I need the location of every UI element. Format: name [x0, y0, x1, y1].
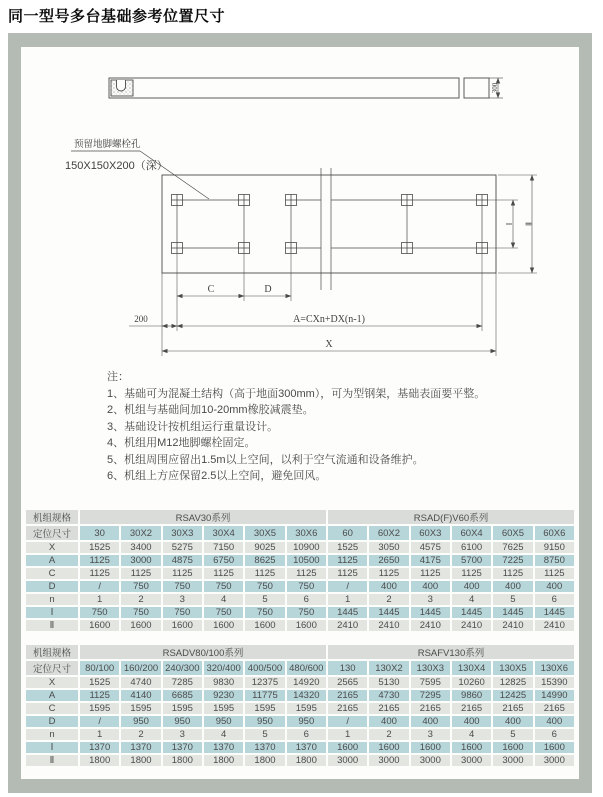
dim-cell: 1125 — [287, 568, 326, 579]
foundation-elevation-bar — [109, 78, 459, 98]
dim-cell: 1595 — [80, 703, 119, 714]
row-label: n — [26, 594, 78, 605]
dim-cell: 4730 — [369, 690, 408, 701]
dim-cell: 9230 — [204, 690, 243, 701]
model-header: 60X6 — [535, 526, 574, 540]
dim-cell: 1 — [80, 729, 119, 740]
dim-cell: 9830 — [204, 677, 243, 688]
table-corner-position-dims: 定位尺寸 — [26, 661, 78, 675]
dim-cell: 1125 — [204, 568, 243, 579]
dim-ii-label: Ⅱ — [523, 221, 534, 227]
dim-cell: 6 — [535, 729, 574, 740]
dim-cell: 1125 — [163, 568, 202, 579]
dim-cell: 750 — [245, 607, 284, 618]
dim-cell: 1370 — [121, 742, 160, 753]
dim-cell: 950 — [245, 716, 284, 727]
row-label: Ⅰ — [26, 742, 78, 753]
dim-cell: 750 — [287, 607, 326, 618]
spec-table-rsav30-rsadv60-wrap — [24, 508, 576, 633]
model-header: 130X5 — [493, 661, 532, 675]
note-item: 5、机组周围应留出1.5m以上空间，以利于空气流通和设备维护。 — [107, 453, 424, 466]
dim-cell: 6 — [287, 729, 326, 740]
dim-cell: 6100 — [452, 542, 491, 553]
dim-cell: 5 — [493, 594, 532, 605]
dim-x-label: X — [325, 339, 333, 350]
table-corner-position-dims: 定位尺寸 — [26, 526, 78, 540]
dim-cell: 1125 — [328, 568, 367, 579]
model-header: 30X3 — [163, 526, 202, 540]
dim-cell: 9025 — [245, 542, 284, 553]
model-header: 160/200 — [121, 661, 160, 675]
dim-cell: 5275 — [163, 542, 202, 553]
dim-cell: 750 — [204, 581, 243, 592]
dim-d-label: D — [264, 284, 272, 295]
dim-cell: 1445 — [535, 607, 574, 618]
model-header: 60X2 — [369, 526, 408, 540]
dim-cell: 4 — [204, 594, 243, 605]
dim-cell: 1600 — [287, 620, 326, 631]
dim-cell: 2410 — [369, 620, 408, 631]
series-header: RSADV80/100系列 — [80, 645, 326, 659]
series-header: RSAV30系列 — [80, 510, 326, 524]
dim-cell: 2 — [121, 594, 160, 605]
dim-cell: 1600 — [328, 742, 367, 753]
dim-300-label: 300 — [491, 82, 499, 94]
dim-cell: 3050 — [369, 542, 408, 553]
dim-cell: 14990 — [535, 690, 574, 701]
dim-cell: 750 — [163, 607, 202, 618]
row-label: C — [26, 568, 78, 579]
dim-cell: 2165 — [411, 703, 450, 714]
anchor-bolt-holes — [172, 195, 488, 254]
dim-cell: 4175 — [411, 555, 450, 566]
dim-cell: 1595 — [245, 703, 284, 714]
dim-cell: 400 — [493, 716, 532, 727]
dim-cell: 7295 — [411, 690, 450, 701]
dim-cell: 5 — [245, 594, 284, 605]
dim-cell: 1 — [80, 594, 119, 605]
notes-heading: 注： — [107, 371, 129, 383]
dim-cell: 1525 — [80, 542, 119, 553]
dim-cell: 2 — [369, 729, 408, 740]
dim-cell: 1600 — [204, 620, 243, 631]
dim-i-label: Ⅰ — [504, 222, 514, 226]
note-item: 3、基础设计按机组运行重量设计。 — [107, 420, 279, 433]
dim-cell: 1370 — [204, 742, 243, 753]
dim-cell: 4 — [452, 594, 491, 605]
dim-cell: 2165 — [493, 703, 532, 714]
table-corner-unit-spec: 机组规格 — [26, 645, 78, 659]
notes-section — [107, 369, 577, 485]
dim-cell: 3000 — [452, 755, 491, 766]
dim-cell: 1595 — [287, 703, 326, 714]
dim-cell: 2165 — [535, 703, 574, 714]
dim-cell: 1600 — [369, 742, 408, 753]
row-label: A — [26, 690, 78, 701]
model-header: 130X4 — [452, 661, 491, 675]
dim-cell: 3400 — [121, 542, 160, 553]
row-label: Ⅱ — [26, 755, 78, 766]
dim-cell: 7225 — [493, 555, 532, 566]
spec-table-rsadv80-rsafv130 — [24, 643, 576, 768]
dim-cell: 1370 — [245, 742, 284, 753]
dim-cell: 3000 — [411, 755, 450, 766]
dim-cell: 2410 — [535, 620, 574, 631]
dim-cell: 1 — [328, 594, 367, 605]
model-header: 60X5 — [493, 526, 532, 540]
dim-cell: 10500 — [287, 555, 326, 566]
note-item: 4、机组用M12地脚螺栓固定。 — [107, 437, 256, 449]
dim-cell: 2165 — [328, 690, 367, 701]
bolt-hole-size-label: 150X150X200（深） — [65, 160, 168, 172]
dim-cell: 1600 — [163, 620, 202, 631]
dim-cell: 1600 — [535, 742, 574, 753]
dim-cell: 2 — [121, 729, 160, 740]
model-header: 30 — [80, 526, 119, 540]
row-label: C — [26, 703, 78, 714]
dim-cell: 14920 — [287, 677, 326, 688]
spec-table-rsav30-rsadv60 — [24, 508, 576, 633]
note-item: 6、机组上方应保留2.5以上空间，避免回风。 — [107, 470, 327, 482]
model-header: 60 — [328, 526, 367, 540]
dim-cell: 2410 — [493, 620, 532, 631]
model-header: 130X3 — [411, 661, 450, 675]
note-item: 1、基础可为混凝土结构（高于地面300mm），可为型钢架，基础表面要平整。 — [107, 387, 486, 400]
dim-cell: 7150 — [204, 542, 243, 553]
model-header: 30X4 — [204, 526, 243, 540]
dim-cell: 3000 — [369, 755, 408, 766]
dim-cell: 950 — [204, 716, 243, 727]
dim-cell: 950 — [121, 716, 160, 727]
drawing-panel — [21, 47, 579, 779]
dim-cell: 4 — [452, 729, 491, 740]
dim-cell: 1125 — [80, 568, 119, 579]
dim-cell: / — [328, 716, 367, 727]
dim-cell: 750 — [80, 607, 119, 618]
dim-cell: 1370 — [163, 742, 202, 753]
dim-cell: 400 — [369, 581, 408, 592]
dim-cell: 400 — [452, 581, 491, 592]
model-header: 130X6 — [535, 661, 574, 675]
dim-cell: 750 — [121, 607, 160, 618]
bolt-connection-lines — [177, 200, 482, 248]
row-label: A — [26, 555, 78, 566]
model-header: 30X2 — [121, 526, 160, 540]
dim-cell: 1600 — [245, 620, 284, 631]
dim-cell: 1125 — [493, 568, 532, 579]
dim-cell: 750 — [204, 607, 243, 618]
dim-cell: 7595 — [411, 677, 450, 688]
foundation-elevation-end — [464, 78, 489, 98]
dim-cell: 1600 — [452, 742, 491, 753]
model-header: 240/300 — [163, 661, 202, 675]
dim-cell: 1445 — [328, 607, 367, 618]
model-header: 130 — [328, 661, 367, 675]
plan-view — [162, 168, 496, 290]
dim-cell: 1125 — [452, 568, 491, 579]
dim-cell: 2165 — [369, 703, 408, 714]
dim-cell: / — [80, 581, 119, 592]
dim-cell: 6750 — [204, 555, 243, 566]
dim-cell: 4 — [204, 729, 243, 740]
dim-cell: 400 — [535, 716, 574, 727]
dim-cell: 1600 — [411, 742, 450, 753]
dim-cell: 1800 — [245, 755, 284, 766]
dim-cell: 2410 — [452, 620, 491, 631]
dim-cell: 4875 — [163, 555, 202, 566]
row-label: X — [26, 677, 78, 688]
dim-cell: / — [328, 581, 367, 592]
model-header: 80/100 — [80, 661, 119, 675]
dim-cell: 15390 — [535, 677, 574, 688]
model-header: 30X6 — [287, 526, 326, 540]
dim-cell: 1 — [328, 729, 367, 740]
dim-cell: 3000 — [535, 755, 574, 766]
dim-cell: 8625 — [245, 555, 284, 566]
dim-cell: 1800 — [287, 755, 326, 766]
model-header: 30X5 — [245, 526, 284, 540]
dim-cell: 1525 — [80, 677, 119, 688]
dim-cell: 1445 — [493, 607, 532, 618]
dim-cell: 1370 — [80, 742, 119, 753]
dim-cell: 1445 — [452, 607, 491, 618]
row-label: Ⅰ — [26, 607, 78, 618]
dim-cell: 1600 — [121, 620, 160, 631]
dim-cell: 1800 — [80, 755, 119, 766]
dim-cell: 1125 — [80, 690, 119, 701]
dim-cell: 1125 — [369, 568, 408, 579]
dim-cell: 2410 — [328, 620, 367, 631]
dim-cell: 2165 — [452, 703, 491, 714]
row-label: X — [26, 542, 78, 553]
dim-cell: 3000 — [121, 555, 160, 566]
dim-cell: 10260 — [452, 677, 491, 688]
row-label: D — [26, 716, 78, 727]
model-header: 320/400 — [204, 661, 243, 675]
model-header: 60X4 — [452, 526, 491, 540]
dim-cell: 6 — [287, 594, 326, 605]
dim-cell: 6 — [535, 594, 574, 605]
bolt-hole-notch — [117, 80, 126, 91]
dim-cell: 1525 — [328, 542, 367, 553]
dim-cell: 1125 — [80, 555, 119, 566]
dim-cell: 6685 — [163, 690, 202, 701]
dim-cell: 7285 — [163, 677, 202, 688]
dim-cell: 3 — [411, 729, 450, 740]
dim-cell: 3000 — [328, 755, 367, 766]
dim-cell: 750 — [245, 581, 284, 592]
dim-cell: 9860 — [452, 690, 491, 701]
dim-cell: 10900 — [287, 542, 326, 553]
dim-cell: 1125 — [535, 568, 574, 579]
dim-cell: 400 — [369, 716, 408, 727]
dim-cell: 400 — [411, 716, 450, 727]
dim-cell: 5 — [493, 729, 532, 740]
dim-cell: 950 — [163, 716, 202, 727]
dim-cell: 2410 — [411, 620, 450, 631]
series-header: RSAD(F)V60系列 — [328, 510, 574, 524]
dim-cell: 3 — [411, 594, 450, 605]
dim-cell: 1125 — [121, 568, 160, 579]
dim-cell: 1370 — [287, 742, 326, 753]
model-header: 400/500 — [245, 661, 284, 675]
dim-cell: 7625 — [493, 542, 532, 553]
dim-cell: 2650 — [369, 555, 408, 566]
dim-cell: 1595 — [204, 703, 243, 714]
dim-c-label: C — [207, 284, 215, 295]
table-corner-unit-spec: 机组规格 — [26, 510, 78, 524]
dim-cell: 1125 — [328, 555, 367, 566]
dim-cell: 4140 — [121, 690, 160, 701]
dim-cell: 8750 — [535, 555, 574, 566]
dim-cell: 12375 — [245, 677, 284, 688]
dim-cell: / — [80, 716, 119, 727]
dim-cell: 1600 — [493, 742, 532, 753]
dim-cell: 3000 — [493, 755, 532, 766]
foundation-diagram — [21, 47, 579, 367]
dim-cell: 2165 — [328, 703, 367, 714]
dim-cell: 1445 — [411, 607, 450, 618]
dim-cell: 750 — [163, 581, 202, 592]
gray-frame — [8, 33, 592, 793]
spec-table-rsadv80-rsafv130-wrap — [24, 643, 576, 768]
dim-cell: 1595 — [121, 703, 160, 714]
dim-cell: 12425 — [493, 690, 532, 701]
dim-cell: 1445 — [369, 607, 408, 618]
model-header: 480/600 — [287, 661, 326, 675]
dim-cell: 2565 — [328, 677, 367, 688]
dim-cell: 400 — [535, 581, 574, 592]
dim-cell: 9150 — [535, 542, 574, 553]
row-label: Ⅱ — [26, 620, 78, 631]
dim-cell: 14320 — [287, 690, 326, 701]
dim-cell: 5130 — [369, 677, 408, 688]
dim-cell: 3 — [163, 729, 202, 740]
bolt-hole-callout-label: 预留地脚螺栓孔 — [74, 139, 141, 150]
dim-cell: 950 — [287, 716, 326, 727]
dim-cell: 400 — [452, 716, 491, 727]
model-header: 60X3 — [411, 526, 450, 540]
dim-cell: 750 — [287, 581, 326, 592]
foundation-plan-outline — [162, 175, 496, 273]
dim-cell: 400 — [493, 581, 532, 592]
dim-cell: 1125 — [411, 568, 450, 579]
dim-a-formula-label: A=CXn+DX(n-1) — [293, 314, 365, 325]
dim-cell: 1600 — [80, 620, 119, 631]
dim-cell: 4575 — [411, 542, 450, 553]
dim-cell: 3 — [163, 594, 202, 605]
note-item: 2、机组与基础间加10-20mm橡胶减震垫。 — [107, 404, 314, 416]
page-title: 同一型号多台基础参考位置尺寸 — [8, 8, 226, 25]
dim-cell: 1595 — [163, 703, 202, 714]
dim-cell: 2 — [369, 594, 408, 605]
row-label: D — [26, 581, 78, 592]
dim-cell: 750 — [121, 581, 160, 592]
dim-cell: 5700 — [452, 555, 491, 566]
dim-cell: 1800 — [121, 755, 160, 766]
dim-200-label: 200 — [134, 314, 148, 324]
model-header: 130X2 — [369, 661, 408, 675]
dim-cell: 1800 — [163, 755, 202, 766]
dim-cell: 400 — [411, 581, 450, 592]
dim-cell: 11775 — [245, 690, 284, 701]
dim-cell: 1125 — [245, 568, 284, 579]
dim-cell: 4740 — [121, 677, 160, 688]
series-header: RSAFV130系列 — [328, 645, 574, 659]
dim-cell: 1800 — [204, 755, 243, 766]
dim-cell: 5 — [245, 729, 284, 740]
dim-cell: 12825 — [493, 677, 532, 688]
row-label: n — [26, 729, 78, 740]
elevation-view — [109, 78, 489, 98]
